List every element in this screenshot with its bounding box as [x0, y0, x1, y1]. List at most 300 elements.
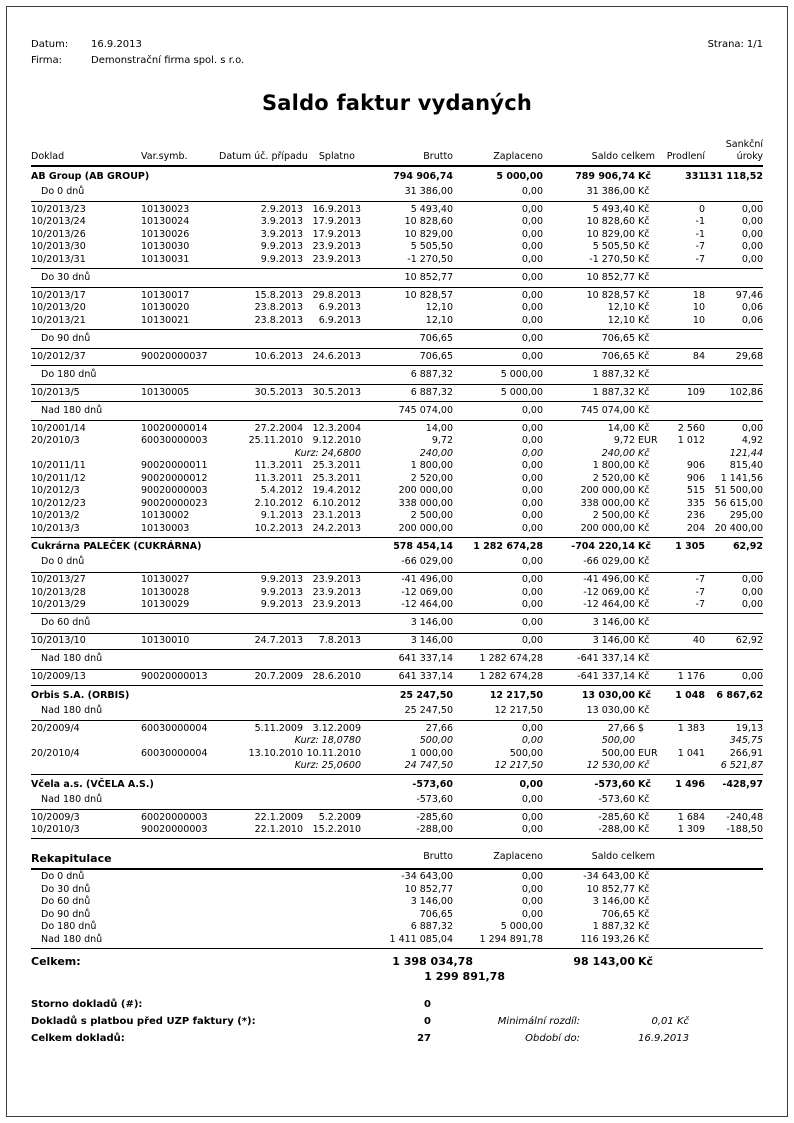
rekap-label: Do 60 dnů [41, 896, 91, 907]
cell-brutto: 24 747,50 [404, 760, 453, 771]
cell-saldo: 27,66 [607, 722, 635, 734]
cell-datum: 2.9.2013 [260, 203, 303, 215]
rekap-saldo: 116 193,26 [580, 933, 635, 945]
cell-brutto: -12 069,00 [401, 586, 453, 598]
cell-saldo: -1 270,50 [589, 253, 635, 265]
cell-prodleni: 906 [686, 472, 705, 484]
rekap-header-divider [31, 868, 763, 870]
cell-zaplaceno: 0,00 [521, 722, 543, 734]
cell-brutto: -288,00 [416, 824, 453, 835]
cell-brutto: 2 500,00 [410, 510, 453, 521]
cell-doklad: 10/2009/13 [31, 671, 86, 682]
header-splatno: Splatno [318, 151, 355, 162]
cell-varsymb: 10130002 [141, 510, 190, 521]
cell-zaplaceno: 0,00 [521, 824, 543, 835]
rekap-table-body [31, 871, 763, 946]
cell-uroky: 4,92 [741, 435, 763, 446]
bucket-brutto: 31 386,00 [404, 185, 453, 197]
cell-zaplaceno: 0,00 [521, 302, 543, 313]
cell-brutto: 12,10 [425, 302, 453, 313]
bucket-currency: Kč [638, 556, 650, 567]
cell-uroky: 56 615,00 [714, 497, 763, 509]
divider [31, 420, 763, 421]
rekap-saldo: 706,65 [601, 908, 635, 920]
obdobi-label: Období do: [525, 1032, 580, 1044]
cell-varsymb: 10130021 [141, 314, 190, 326]
cell-varsymb: 10130005 [141, 386, 190, 398]
rekap-label: Do 30 dnů [41, 883, 91, 895]
cell-prodleni: 515 [686, 485, 705, 496]
cell-currency: Kč [638, 203, 650, 215]
cell-uroky: -188,50 [726, 824, 763, 835]
bucket-brutto: 641 337,14 [398, 653, 453, 664]
cell-uroky: 815,40 [729, 460, 763, 471]
cell-varsymb: 60030000003 [141, 435, 208, 446]
cell-datum: 10.6.2013 [254, 350, 303, 362]
bucket-row [31, 184, 763, 200]
table-row [31, 387, 763, 400]
cell-saldo: 200 000,00 [580, 485, 635, 496]
group-prodleni: 1 305 [675, 541, 705, 552]
cell-splatno: 15.2.2010 [312, 824, 361, 835]
cell-varsymb: 10130003 [141, 522, 190, 534]
cell-uroky: 0,00 [741, 253, 763, 265]
group-currency: Kč [638, 541, 651, 552]
group-currency: Kč [638, 689, 651, 701]
footer-row-celkem-dokladu [31, 1030, 763, 1047]
group-saldo: -573,60 [594, 778, 635, 790]
group-row [31, 539, 763, 555]
table-row [31, 812, 763, 825]
cell-splatno: 23.9.2013 [312, 241, 361, 252]
cell-datum: 27.2.2004 [254, 422, 303, 434]
group-brutto: 25 247,50 [399, 689, 453, 701]
bucket-zaplaceno: 0,00 [521, 271, 543, 283]
cell-datum: 30.5.2013 [254, 386, 303, 398]
cell-doklad: 10/2013/30 [31, 241, 86, 252]
page-number [705, 37, 763, 53]
group-name: AB Group (AB GROUP) [31, 170, 150, 182]
cell-saldo: 500,00 [601, 735, 635, 746]
table-row [31, 216, 763, 229]
cell-splatno: 23.1.2013 [312, 510, 361, 521]
cell-currency: Kč [638, 422, 650, 434]
cell-saldo: 500,00 [601, 747, 635, 759]
cell-doklad: 10/2013/3 [31, 522, 80, 534]
group-zaplaceno: 1 282 674,28 [473, 541, 543, 552]
group-row [31, 688, 763, 704]
table-row [31, 748, 763, 761]
cell-splatno: 23.9.2013 [312, 599, 361, 610]
cell-varsymb: 90020000023 [141, 497, 208, 509]
cell-currency: Kč [638, 510, 650, 521]
bucket-brutto: 3 146,00 [410, 617, 453, 628]
cell-splatno: 30.5.2013 [312, 386, 361, 398]
table-row [31, 671, 763, 684]
divider [31, 287, 763, 288]
grand-total-saldo: 98 143,00 [573, 954, 635, 968]
rekap-total-divider [31, 948, 763, 949]
cell-varsymb: 60020000003 [141, 811, 208, 823]
bucket-saldo: 10 852,77 [586, 271, 635, 283]
cell-uroky: 62,92 [735, 635, 763, 646]
rekap-saldo: 10 852,77 [586, 883, 635, 895]
cell-uroky: 20 400,00 [714, 522, 763, 534]
group-prodleni: 1 048 [675, 689, 705, 701]
cell-saldo: 5 493,40 [592, 203, 635, 215]
cell-currency: Kč [638, 350, 650, 362]
rekap-label: Do 180 dnů [41, 921, 97, 932]
cell-zaplaceno: 0,00 [521, 574, 543, 585]
header-datum: Datum úč. případu [219, 151, 308, 162]
datum-value: 16.9.2013 [91, 39, 142, 50]
bucket-saldo: 13 030,00 [586, 704, 635, 716]
cell-datum: 13.10.2010 [248, 747, 303, 759]
cell-prodleni: 109 [686, 386, 705, 398]
cell-zaplaceno: 0,00 [521, 228, 543, 240]
rekap-header-row [31, 851, 763, 866]
cell-splatno: 9.12.2010 [312, 435, 361, 446]
cell-varsymb: 10130028 [141, 586, 190, 598]
cell-currency: Kč [638, 302, 650, 313]
cell-uroky: 6 521,87 [720, 760, 763, 771]
cell-prodleni: 1 176 [677, 671, 705, 682]
cell-splatno: 23.9.2013 [312, 574, 361, 585]
bucket-brutto: 6 887,32 [410, 368, 453, 380]
bucket-saldo: 3 146,00 [592, 617, 635, 628]
rekap-label: Do 90 dnů [41, 908, 91, 920]
divider [31, 348, 763, 349]
strana-label: Strana: [707, 39, 744, 50]
bucket-label: Do 180 dnů [41, 368, 97, 380]
cell-saldo: -288,00 [598, 824, 635, 835]
cell-varsymb: 10130027 [141, 574, 190, 585]
cell-uroky: 102,86 [729, 386, 763, 398]
cell-datum: 22.1.2009 [254, 811, 303, 823]
table-row [31, 723, 763, 736]
cell-varsymb: 90020000011 [141, 460, 208, 471]
cell-saldo: 12 530,00 [586, 760, 635, 771]
group-currency: Kč [638, 170, 651, 182]
cell-brutto: -1 270,50 [407, 253, 453, 265]
cell-varsymb: 10130031 [141, 253, 190, 265]
cell-saldo: -12 464,00 [583, 599, 635, 610]
cell-prodleni: 10 [692, 314, 705, 326]
cell-prodleni: 10 [692, 302, 705, 313]
cell-prodleni: 84 [692, 350, 705, 362]
bucket-currency: Kč [638, 617, 650, 628]
divider [31, 720, 763, 721]
cell-currency: Kč [638, 635, 650, 646]
cell-brutto: 200 000,00 [398, 485, 453, 496]
bucket-brutto: 25 247,50 [404, 704, 453, 716]
header-saldo: Saldo celkem [591, 151, 655, 162]
cell-varsymb: 10130010 [141, 635, 190, 646]
cell-zaplaceno: 0,00 [521, 253, 543, 265]
cell-zaplaceno: 1 282 674,28 [479, 671, 543, 682]
header-varsymb: Var.symb. [141, 151, 188, 162]
cell-saldo: 10 828,57 [586, 289, 635, 301]
cell-brutto: 10 829,00 [404, 228, 453, 240]
cell-varsymb: 10130029 [141, 599, 190, 610]
table-row [31, 523, 763, 536]
bucket-row [31, 555, 763, 571]
cell-currency: Kč [638, 485, 650, 496]
cell-brutto: 3 146,00 [410, 635, 453, 646]
table-row [31, 510, 763, 523]
bucket-zaplaceno: 12 217,50 [494, 704, 543, 716]
cell-uroky: 295,00 [729, 510, 763, 521]
report-page [7, 7, 787, 1047]
rekap-row [31, 934, 763, 947]
kurz-label: Kurz: 24,6800 [294, 447, 361, 459]
group-name: Orbis S.A. (ORBIS) [31, 689, 130, 701]
group-uroky: -428,97 [722, 778, 763, 790]
rekap-brutto: 3 146,00 [410, 896, 453, 907]
group-saldo: 789 906,74 [575, 170, 635, 182]
cell-splatno: 6.9.2013 [318, 302, 361, 313]
cell-uroky: -240,48 [726, 811, 763, 823]
cell-varsymb: 10130023 [141, 203, 190, 215]
divider [31, 201, 763, 202]
divider [31, 613, 763, 614]
cell-splatno: 24.6.2013 [312, 350, 361, 362]
cell-datum: 5.11.2009 [254, 722, 303, 734]
cell-uroky: 19,13 [735, 722, 763, 734]
bucket-row [31, 331, 763, 347]
bucket-zaplaceno: 0,00 [521, 556, 543, 567]
cell-zaplaceno: 12 217,50 [494, 760, 543, 771]
table-row [31, 587, 763, 600]
rekap-row [31, 884, 763, 897]
cell-zaplaceno: 500,00 [509, 747, 543, 759]
cell-prodleni: 18 [692, 289, 705, 301]
cell-prodleni: 40 [692, 635, 705, 646]
cell-brutto: 200 000,00 [398, 522, 453, 534]
divider [31, 365, 763, 366]
cell-uroky: 0,00 [741, 574, 763, 585]
cell-datum: 2.10.2012 [254, 497, 303, 509]
cell-doklad: 10/2013/24 [31, 216, 86, 227]
kurz-label: Kurz: 18,0780 [294, 735, 361, 746]
uzp-label: Dokladů s platbou před UZP faktury (*): [31, 1015, 256, 1027]
cell-zaplaceno: 0,00 [521, 314, 543, 326]
storno-value: 0 [424, 998, 431, 1010]
cell-zaplaceno: 0,00 [521, 350, 543, 362]
bucket-row [31, 703, 763, 719]
rekap-currency: Kč [638, 933, 650, 945]
group-zaplaceno: 0,00 [519, 778, 543, 790]
storno-label: Storno dokladů (#): [31, 998, 143, 1010]
rekap-currency: Kč [638, 921, 650, 932]
cell-doklad: 10/2009/3 [31, 811, 80, 823]
cell-currency: Kč [638, 386, 650, 398]
cell-currency: Kč [638, 216, 650, 227]
cell-datum: 9.9.2013 [260, 253, 303, 265]
firma-value: Demonstrační firma spol. s r.o. [91, 55, 245, 66]
bucket-brutto: -66 029,00 [401, 556, 453, 567]
cell-datum: 9.1.2013 [260, 510, 303, 521]
firma-label: Firma: [31, 55, 62, 66]
cell-datum: 15.8.2013 [254, 289, 303, 301]
cell-saldo: -12 069,00 [583, 586, 635, 598]
bucket-zaplaceno: 0,00 [521, 617, 543, 628]
cell-zaplaceno: 0,00 [521, 735, 543, 746]
bucket-label: Do 0 dnů [41, 185, 85, 197]
cell-varsymb: 90020000013 [141, 671, 208, 682]
table-row [31, 485, 763, 498]
cell-datum: 23.8.2013 [254, 302, 303, 313]
cell-currency: Kč [638, 574, 650, 585]
table-row [31, 599, 763, 612]
bucket-label: Nad 180 dnů [41, 704, 103, 716]
cell-currency: Kč [638, 586, 650, 598]
cell-currency: Kč [638, 228, 650, 240]
bucket-currency: Kč [638, 653, 650, 664]
cell-brutto: 706,65 [419, 350, 453, 362]
cell-uroky: 0,06 [741, 302, 763, 313]
cell-varsymb: 10130017 [141, 289, 190, 301]
cell-doklad: 10/2013/29 [31, 599, 86, 610]
bucket-zaplaceno: 1 282 674,28 [479, 653, 543, 664]
cell-currency: $ [638, 722, 645, 734]
bucket-row [31, 652, 763, 668]
cell-varsymb: 60030000004 [141, 747, 208, 759]
cell-saldo: 12,10 [607, 314, 635, 326]
divider [31, 572, 763, 573]
cell-currency: Kč [638, 811, 650, 823]
header-divider [31, 165, 763, 167]
bucket-label: Nad 180 dnů [41, 653, 103, 664]
header-uroky: úroky [736, 151, 763, 162]
cell-zaplaceno: 0,00 [521, 811, 543, 823]
bucket-currency: Kč [638, 332, 650, 344]
cell-currency: EUR [638, 435, 658, 446]
cell-uroky: 0,00 [741, 422, 763, 434]
cell-currency: Kč [638, 824, 650, 835]
header-sankcni: Sankční [725, 139, 763, 150]
cell-zaplaceno: 0,00 [521, 435, 543, 446]
cell-brutto: 5 493,40 [410, 203, 453, 215]
rekap-brutto: 6 887,32 [410, 921, 453, 932]
rekap-header-zaplaceno: Zaplaceno [493, 851, 543, 862]
header-brutto: Brutto [423, 151, 453, 162]
cell-splatno: 3.12.2009 [312, 722, 361, 734]
rekap-brutto: 706,65 [419, 908, 453, 920]
cell-splatno: 17.9.2013 [312, 228, 361, 240]
cell-currency: Kč [638, 472, 650, 484]
cell-zaplaceno: 0,00 [521, 216, 543, 227]
table-row [31, 498, 763, 511]
rekap-saldo: 3 146,00 [592, 896, 635, 907]
grand-total-label: Celkem: [31, 954, 81, 968]
cell-doklad: 10/2013/26 [31, 228, 86, 240]
rekap-row [31, 896, 763, 909]
cell-uroky: 345,75 [729, 735, 763, 746]
rekap-header-brutto: Brutto [423, 851, 453, 862]
cell-prodleni: 1 684 [677, 811, 705, 823]
bucket-zaplaceno: 5 000,00 [500, 368, 543, 380]
cell-zaplaceno: 0,00 [521, 422, 543, 434]
header-prodleni: Prodlení [666, 151, 705, 162]
rekap-zaplaceno: 0,00 [521, 896, 543, 907]
cell-uroky: 0,00 [741, 599, 763, 610]
cell-doklad: 10/2013/2 [31, 510, 80, 521]
cell-saldo: 12,10 [607, 302, 635, 313]
cell-saldo: 706,65 [601, 350, 635, 362]
cell-doklad: 10/2013/20 [31, 302, 86, 313]
group-name: Cukrárna PALEČEK (CUKRÁRNA) [31, 541, 202, 552]
celkem-dokladu-value: 27 [417, 1032, 431, 1044]
cell-varsymb: 90020000003 [141, 485, 208, 496]
bucket-row [31, 792, 763, 808]
bucket-zaplaceno: 0,00 [521, 185, 543, 197]
cell-saldo: 1 800,00 [592, 460, 635, 471]
group-brutto: 794 906,74 [393, 170, 453, 182]
cell-doklad: 10/2012/23 [31, 497, 86, 509]
cell-prodleni: -7 [695, 574, 705, 585]
rekap-zaplaceno: 0,00 [521, 871, 543, 882]
cell-brutto: 240,00 [419, 447, 453, 459]
cell-datum: 9.9.2013 [260, 574, 303, 585]
rekap-label: Do 0 dnů [41, 871, 85, 882]
cell-brutto: 10 828,60 [404, 216, 453, 227]
cell-currency: Kč [638, 289, 650, 301]
cell-uroky: 97,46 [735, 289, 763, 301]
cell-doklad: 20/2009/4 [31, 722, 80, 734]
invoice-table-body [31, 169, 763, 840]
divider [31, 384, 763, 385]
cell-brutto: -285,60 [416, 811, 453, 823]
cell-uroky: 0,06 [741, 314, 763, 326]
bucket-currency: Kč [638, 793, 650, 805]
bucket-saldo: 31 386,00 [586, 185, 635, 197]
cell-splatno: 19.4.2012 [312, 485, 361, 496]
bucket-row [31, 270, 763, 286]
bucket-brutto: 706,65 [419, 332, 453, 344]
table-row [31, 290, 763, 303]
min-rozdil-label: Minimální rozdíl: [497, 1015, 580, 1027]
cell-currency: Kč [638, 447, 650, 459]
cell-splatno: 16.9.2013 [312, 203, 361, 215]
cell-doklad: 10/2013/21 [31, 314, 86, 326]
cell-varsymb: 10130024 [141, 216, 190, 227]
table-row [31, 241, 763, 254]
cell-saldo: -285,60 [598, 811, 635, 823]
cell-saldo: 10 829,00 [586, 228, 635, 240]
bucket-label: Nad 180 dnů [41, 793, 103, 805]
grand-total-currency: Kč [638, 954, 654, 968]
cell-splatno: 10.11.2010 [306, 747, 361, 759]
cell-saldo: 5 505,50 [592, 241, 635, 252]
divider [31, 268, 763, 269]
cell-prodleni: -1 [695, 228, 705, 240]
table-row [31, 473, 763, 486]
cell-uroky: 0,00 [741, 228, 763, 240]
cell-datum: 20.7.2009 [254, 671, 303, 682]
cell-brutto: 1 800,00 [410, 460, 453, 471]
cell-datum: 24.7.2013 [254, 635, 303, 646]
cell-uroky: 121,44 [729, 447, 763, 459]
rekap-zaplaceno: 5 000,00 [500, 921, 543, 932]
divider [31, 774, 763, 775]
cell-doklad: 10/2012/37 [31, 350, 86, 362]
cell-splatno: 29.8.2013 [312, 289, 361, 301]
cell-uroky: 0,00 [741, 671, 763, 682]
cell-brutto: 5 505,50 [410, 241, 453, 252]
cell-zaplaceno: 0,00 [521, 510, 543, 521]
bucket-saldo: -66 029,00 [583, 556, 635, 567]
